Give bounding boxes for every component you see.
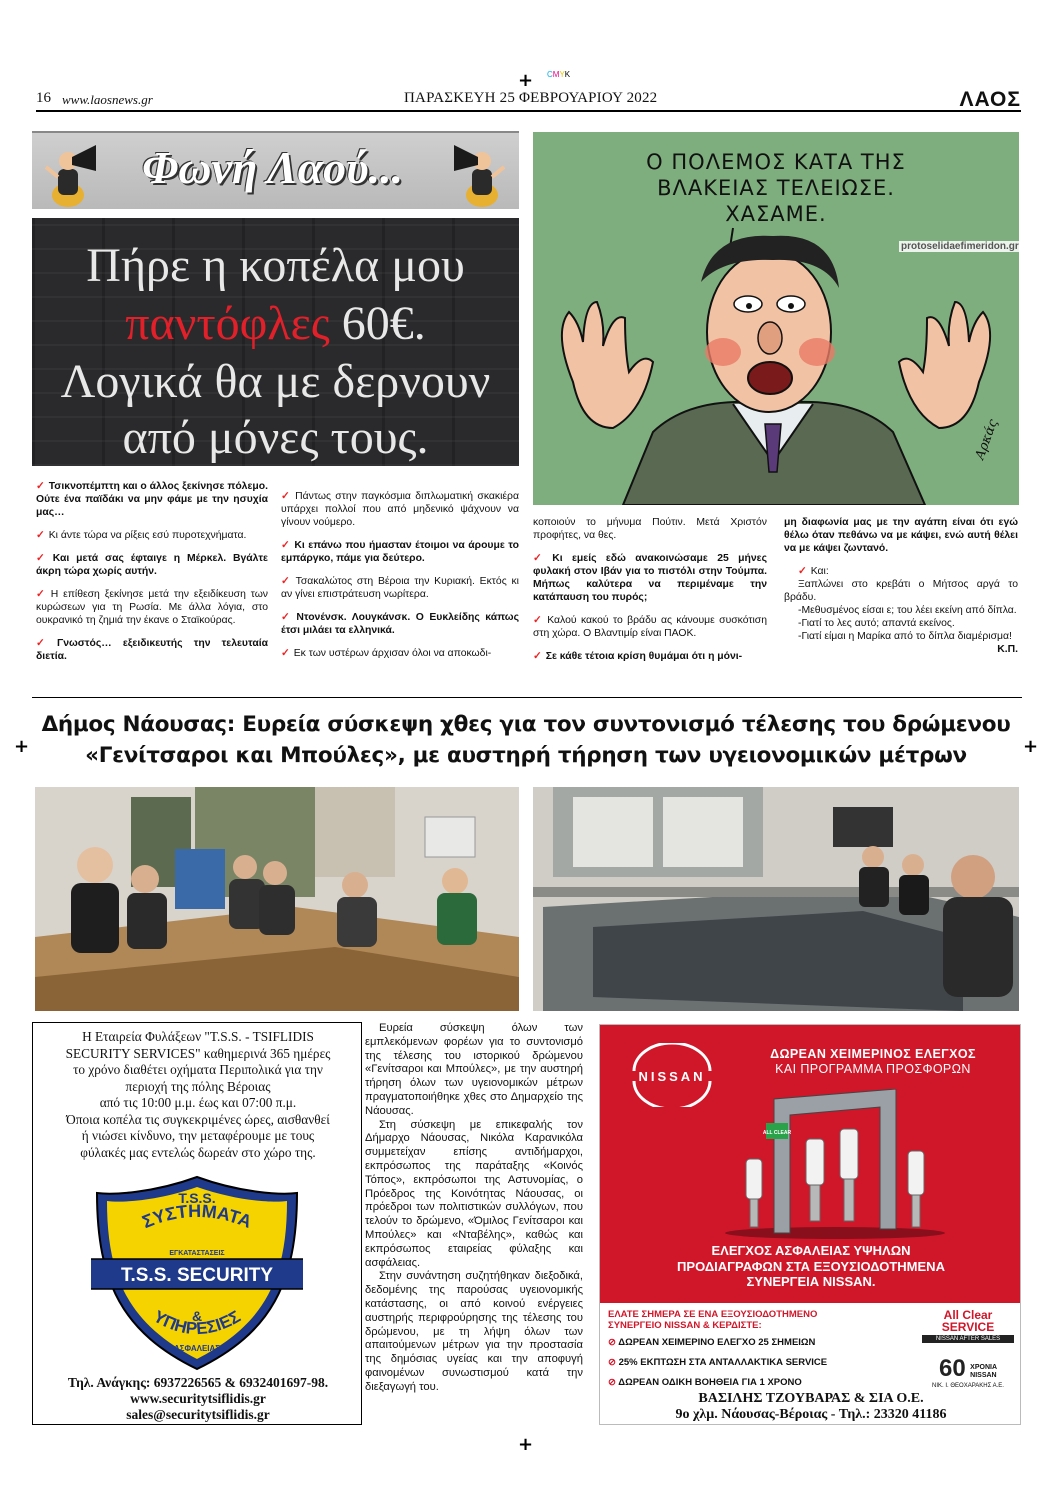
column-item: -Μεθυσμένος είσαι ε; του λέει εκείνη από δίπλα. xyxy=(798,605,1017,616)
svg-text:ΕΓΚΑΤΑΣΤΑΣΕΙΣ: ΕΓΚΑΤΑΣΤΑΣΕΙΣ xyxy=(169,1250,225,1257)
nissan-benefits xyxy=(608,1337,918,1388)
60-years-badge: 60 ΧΡΟΝΙΑ NISSAN ΝΙΚ. Ι. ΘΕΟΧΑΡΑΚΗΣ Α.Ε. xyxy=(932,1355,1004,1389)
tss-ad-text: Η Εταιρεία Φυλάξεων "T.S.S. - TSIFLIDIS SECURITY SERVICES" καθημερινά 365 ημέρες το χρόνο διαθέτει οχήματα Περιπολικά για την περιοχή της πόλης Βέροιας από τις 10:00 μ.μ. έως και 07:00 π.μ. Όποια κοπέλα τις συγκεκριμένες ώρες, αισθανθεί ή νιώσει κίνδυνο, την μεταφέρουμε με τους φύλακές μας εντελώς δωρεάν στο χώρο της. xyxy=(65,1029,331,1160)
nissan-dealer: ΒΑΣΙΛΗΣ ΤΖΟΥΒΑΡΑΣ & ΣΙΑ Ο.Ε. 9ο χλμ. Νάουσας-Βέροιας - Τηλ.: 23320 41186 xyxy=(675,1391,947,1422)
column-item: ✓ Γνωστός… εξειδικευτής την τελευταία διετία. xyxy=(36,638,268,662)
cartoon-caption: Ο ΠΟΛΕΜΟΣ ΚΑΤΑ ΤΗΣ xyxy=(646,150,906,174)
check-circle-icon: ⊘ xyxy=(608,1337,616,1348)
spark-plugs-illustration xyxy=(720,1089,950,1239)
cartoon-caption: ΒΛΑΚΕΙΑΣ ΤΕΛΕΙΩΣΕ. xyxy=(657,176,895,200)
svg-text:ALL CLEAR: ALL CLEAR xyxy=(762,1130,792,1136)
article-paragraph: Ευρεία σύσκεψη όλων των εμπλεκόμενων φορέων για το συντονισμό της τέλεσης του ιστορικού δρώμενου «Γενίτσαροι και Μπούλες», με την αυστηρή τήρηση όλων των υγειονομικών μέτρων πραγματοποιήθηκε χθες στο Δημαρχείο της Νάουσας. xyxy=(365,1022,583,1117)
column-author: Κ.Π. xyxy=(997,644,1018,655)
article-body xyxy=(365,1022,583,1395)
check-icon: ✓ xyxy=(533,615,544,626)
tss-email-link[interactable]: sales@securitytsiflidis.gr xyxy=(126,1407,270,1422)
meme-line: από μόνες τους. xyxy=(122,411,429,464)
check-icon: ✓ xyxy=(36,481,45,492)
check-icon: ✓ xyxy=(281,612,293,623)
nissan-cta: ΕΛΑΤΕ ΣΗΜΕΡΑ ΣΕ ΕΝΑ ΕΞΟΥΣΙΟΔΟΤΗΜΕΝΟ ΣΥΝΕΡΓΕΙΟ NISSAN & ΚΕΡΔΙΣΤΕ: xyxy=(608,1309,818,1331)
nissan-ad xyxy=(599,1024,1021,1425)
editorial-cartoon xyxy=(533,132,1019,505)
column-item: -Γιατί είμαι η Μαρίκα από το δίπλα διαμέρισμα! xyxy=(798,631,1012,642)
section-divider xyxy=(32,697,1022,698)
check-icon: ✓ xyxy=(281,540,291,551)
check-icon: ✓ xyxy=(36,589,47,600)
column-item: ✓ Πάντως στην παγκόσμια διπλωματική σκακιέρα υπάρχει πολλοί που από μηδενικό ψάχνουν να γίνουν νούμερο. xyxy=(281,491,519,528)
column-item: ✓ Τσικνοπέμπτη και ο άλλος ξεκίνησε πόλεμο. Ούτε ένα παϊδάκι να μην φάμε με την ησυχία μας… xyxy=(36,481,268,518)
column-text-1 xyxy=(36,480,268,673)
check-icon: ✓ xyxy=(36,553,49,564)
column-item: ✓ Εκ των υστέρων άρχισαν όλοι να αποκωδι- xyxy=(281,648,492,659)
check-circle-icon: ⊘ xyxy=(608,1377,616,1388)
check-icon: ✓ xyxy=(281,491,292,502)
meeting-photo-2 xyxy=(533,787,1019,1011)
meme-image xyxy=(32,218,519,466)
tss-security-badge-icon xyxy=(91,1173,303,1373)
column-text-3 xyxy=(533,516,767,673)
check-icon: ✓ xyxy=(533,553,549,564)
benefit-item: ⊘ 25% ΕΚΠΤΩΣΗ ΣΤΑ ΑΝΤΑΛΛΑΚΤΙΚΑ SERVICE xyxy=(608,1357,828,1368)
nissan-logo-icon xyxy=(616,1043,728,1107)
article-paragraph: Στη σύσκεψη με επικεφαλής τον Δήμαρχο Νάουσας, Νικόλα Καρανικόλα συμμετείχαν επίσης αντιδήμαρχοι, εκπρόσωπος της παράταξης «Κοινός Τόπος», εκπρόσωποι της Αστυνομίας, ο Πρόεδρος της Κοινότητας Νάουσας, οι πρόεδροι των πολιτιστικών συλλόγων, που τελούν το δρώμενο, «Όμιλος Γενίτσαροι και Μπούλες» και «Νταβέλης», καθώς και εκπρόσωπος εταιρείας φύλαξης και ασφάλειας. xyxy=(365,1118,583,1269)
registration-mark-left: + xyxy=(14,736,30,757)
cmyk-color-bar: CMYK xyxy=(547,70,571,79)
nissan-ad-title: ΔΩΡΕΑΝ ΧΕΙΜΕΡΙΝΟΣ ΕΛΕΓΧΟΣ ΚΑΙ ΠΡΟΓΡΑΜΜΑ ΠΡΟΣΦΟΡΩΝ xyxy=(770,1047,976,1076)
column-item: ✓ Τσακαλώτος στη Βέροια την Κυριακή. Εκτός κι αν γίνει επιστράτευση νωρίτερα. xyxy=(281,576,519,600)
column-item: -Γιατί το λες αυτό; απαντά εκείνος. xyxy=(798,618,955,629)
check-icon: ✓ xyxy=(281,648,290,659)
column-item: ✓ Κι εμείς εδώ ανακοινώσαμε 25 μήνες φυλακή στον Ιβάν για το πιστόλι στην Τούμπα. Μήπως καλύτερα να περιμέναμε την κατάπαυση του πυρός; xyxy=(533,553,767,603)
column-item: κοποιούν το μήνυμα Πούτιν. Μετά Χριστόν προφήτες, να θες. xyxy=(533,517,767,541)
check-icon: ✓ xyxy=(798,566,807,577)
column-item: Ξαπλώνει στο κρεβάτι ο Μήτσος αργά το βράδυ. xyxy=(784,579,1018,603)
tss-website-link[interactable]: www.securitytsiflidis.gr xyxy=(130,1391,266,1406)
svg-text:ΣΥΣΤΗΜΑΤΑ: ΣΥΣΤΗΜΑΤΑ xyxy=(139,1200,255,1233)
benefit-item: ⊘ ΔΩΡΕΑΝ ΧΕΙΜΕΡΙΝΟ ΕΛΕΓΧΟ 25 ΣΗΜΕΙΩΝ xyxy=(608,1337,816,1348)
nissan-ad-bottom-title: ΕΛΕΓΧΟΣ ΑΣΦΑΛΕΙΑΣ ΥΨΗΛΩΝ ΠΡΟΔΙΑΓΡΑΦΩΝ ΣΤΑ ΕΞΟΥΣΙΟΔΟΤΗΜΕΝΑ ΣΥΝΕΡΓΕΙΑ NISSAN. xyxy=(677,1243,945,1289)
svg-text:NISSAN: NISSAN xyxy=(638,1069,706,1084)
article-headline: Δήμος Νάουσας: Ευρεία σύσκεψη χθες για τον συντονισμό τέλεσης του δρώμενου «Γενίτσαροι και Μπούλες», με αυστηρή τήρηση των υγειονομικών μέτρων xyxy=(41,712,1011,768)
registration-mark-top: + xyxy=(518,70,534,91)
website-link[interactable]: www.laosnews.gr xyxy=(62,92,153,107)
cartoon-caption: ΧΑΣΑΜΕ. xyxy=(725,202,827,226)
column-item: ✓ Και: xyxy=(798,566,829,577)
column-item: ✓ Καλού κακού το βράδυ ας κάνουμε συσκότιση στη χώρα. Ο Βλαντιμίρ είναι ΠΑΟΚ. xyxy=(533,615,767,639)
column-item: ✓ Η επίθεση ξεκίνησε μετά την εξειδίκευση των κυρώσεων για τη Ρωσία. Με άλλα λόγια, στο ουκρανικό τη ζημιά την έκανε ο Σταϊκούρας. xyxy=(36,589,268,626)
megaphone-man-icon xyxy=(38,137,100,207)
nissan-ad-top xyxy=(600,1025,1021,1303)
meme-line: παντόφλες 60€. xyxy=(125,297,426,350)
newspaper-logo: ΛΑΟΣ xyxy=(959,88,1021,111)
column-text-2 xyxy=(281,490,519,670)
svg-text:T.S.S.: T.S.S. xyxy=(178,1190,216,1206)
article-paragraph: Στην συνάντηση συζητήθηκαν διεξοδικά, δεδομένης της παρούσας υγειονομικής κατάστασης, οι από κοινού ενέργειες αυστηρής περιφρούρησης της τέλεσης του δρώμενου, με τη λήψη όλων των απαιτούμενων μέτρων για την προστασία της δημόσιας υγείας και την αποφυγή φαινομένων συνωστισμού κατά την διεξαγωγή του. xyxy=(365,1270,583,1393)
page-number: 16 xyxy=(36,90,51,106)
column-item: ✓ Ντονένσκ. Λουγκάνσκ. Ο Ευκλείδης κάπως έτσι μιλάει τα ελληνικά. xyxy=(281,612,519,636)
column-text-4 xyxy=(784,516,1018,656)
page-header xyxy=(36,90,1021,112)
meme-line: Λογικά θα με δερνουν xyxy=(60,355,491,408)
check-icon: ✓ xyxy=(36,638,53,649)
meeting-photo-1 xyxy=(35,787,519,1011)
svg-text:&: & xyxy=(191,1308,203,1324)
svg-text:ΑΣΦΑΛΕΙΑΣ: ΑΣΦΑΛΕΙΑΣ xyxy=(173,1344,221,1353)
column-item: μη διαφωνία μας με την αγάπη είναι ότι εγώ θέλω όταν πεθάνω να με κάψει, ενώ αυτή θέλει να με κάψει ζωντανό. xyxy=(784,517,1018,554)
check-circle-icon: ⊘ xyxy=(608,1357,616,1368)
source-watermark: protoselidaefimeridon.gr xyxy=(901,241,1019,252)
tss-security-ad xyxy=(32,1022,362,1425)
svg-text:ΥΠΗΡΕΣΙΕΣ: ΥΠΗΡΕΣΙΕΣ xyxy=(150,1306,244,1339)
registration-mark-bottom: + xyxy=(518,1434,534,1455)
column-title: Φωνή Λαού... xyxy=(142,142,404,193)
tss-phone: Τηλ. Ανάγκης: 6937226565 & 6932401697-98. xyxy=(67,1375,329,1390)
check-icon: ✓ xyxy=(281,576,292,587)
registration-mark-right: + xyxy=(1023,736,1039,757)
cartoon-figure xyxy=(533,132,1019,505)
column-item: ✓ Και μετά σας έφταιγε η Μέρκελ. Βγάλτε άκρη τώρα χωρίς αυτήν. xyxy=(36,553,268,577)
column-item: ✓ Σε κάθε τέτοια κρίση θυμάμαι ότι η μόνι- xyxy=(533,651,743,662)
allclear-logo: All Clear SERVICE NISSAN AFTER SALES xyxy=(922,1309,1014,1343)
nissan-ad-bottom xyxy=(600,1303,1021,1425)
svg-text:T.S.S. SECURITY: T.S.S. SECURITY xyxy=(120,1265,274,1286)
column-item: ✓ Κι άντε τώρα να ρίξεις εσύ πυροτεχνήματα. xyxy=(36,530,247,541)
megaphone-man-icon xyxy=(450,137,512,207)
check-icon: ✓ xyxy=(533,651,542,662)
column-item: ✓ Κι επάνω που ήμασταν έτοιμοι να άρουμε το εμπάργκο, πάμε για δεύτερο. xyxy=(281,540,519,564)
check-icon: ✓ xyxy=(36,530,45,541)
column-banner xyxy=(32,131,519,209)
issue-date: ΠΑΡΑΣΚΕΥΗ 25 ΦΕΒΡΟΥΑΡΙΟΥ 2022 xyxy=(404,90,658,106)
cartoonist-signature: Αρκάς xyxy=(972,417,1001,462)
benefit-item: ⊘ ΔΩΡΕΑΝ ΟΔΙΚΗ ΒΟΗΘΕΙΑ ΓΙΑ 1 ΧΡΟΝΟ xyxy=(608,1377,802,1388)
meme-line: Πήρε η κοπέλα μου xyxy=(86,239,465,292)
